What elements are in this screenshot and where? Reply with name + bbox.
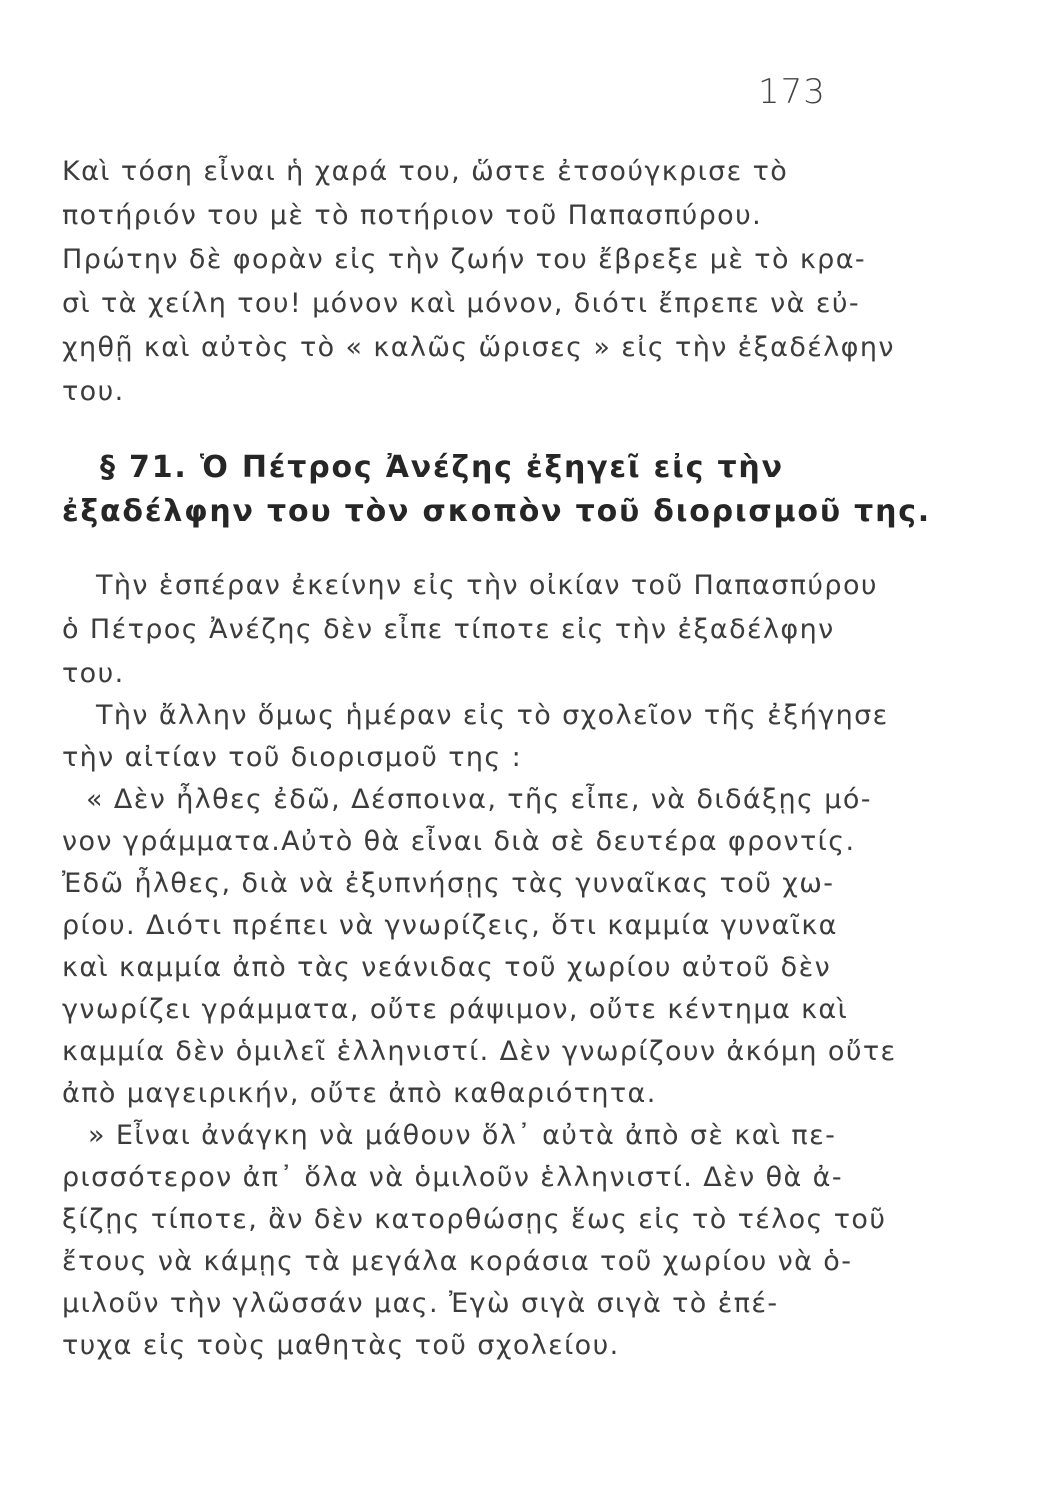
text-line: Τὴν ἄλλην ὅμως ἡμέραν εἰς τὸ σχολεῖον τῆς ἐξήγησε [96, 700, 889, 731]
text-line: ἀπὸ μαγειρικήν, οὔτε ἀπὸ καθαριότητα. [62, 1078, 657, 1109]
text-line: του. [62, 658, 125, 689]
text-line: Καὶ τόση εἶναι ἡ χαρά του, ὥστε ἐτσούγκρισε τὸ [62, 156, 789, 187]
text-line: χηθῇ καὶ αὐτὸς τὸ « καλῶς ὥρισες » εἰς τὴν ἐξαδέλφην [62, 332, 895, 363]
text-line: Πρώτην δὲ φορὰν εἰς τὴν ζωήν του ἔβρεξε μὲ τὸ κρα- [62, 244, 867, 275]
text-line: ὁ Πέτρος Ἀνέζης δὲν εἶπε τίποτε εἰς τὴν ἐξαδέλφην [62, 614, 835, 645]
text-line: του. [62, 376, 125, 407]
text-line: καὶ καμμία ἀπὸ τὰς νεάνιδας τοῦ χωρίου αὐτοῦ δὲν [62, 952, 832, 983]
page-number: 173 [758, 72, 826, 112]
section-heading: § 71. Ὁ Πέτρος Ἀνέζης ἐξηγεῖ εἰς τὴν [100, 450, 784, 485]
text-line: νον γράμματα.Αὐτὸ θὰ εἶναι διὰ σὲ δευτέρα φροντίς. [62, 826, 856, 857]
text-line: τυχα εἰς τοὺς μαθητὰς τοῦ σχολείου. [62, 1330, 620, 1361]
section-heading: ἐξαδέλφην του τὸν σκοπὸν τοῦ διορισμοῦ της. [62, 494, 932, 529]
text-line: τὴν αἰτίαν τοῦ διορισμοῦ της : [62, 742, 523, 773]
text-line: « Δὲν ἦλθες ἐδῶ, Δέσποινα, τῆς εἶπε, νὰ διδάξῃς μό- [86, 784, 872, 815]
text-line: ποτήριόν του μὲ τὸ ποτήριον τοῦ Παπασπύρου. [62, 200, 763, 231]
text-line: ρισσότερον ἀπ᾽ ὅλα νὰ ὁμιλοῦν ἑλληνιστί. Δὲν θὰ ἀ- [62, 1162, 844, 1193]
text-line: ἔτους νὰ κάμῃς τὰ μεγάλα κοράσια τοῦ χωρίου νὰ ὁ- [62, 1246, 853, 1277]
text-line: Ἐδῶ ἦλθες, διὰ νὰ ἐξυπνήσῃς τὰς γυναῖκας τοῦ χω- [62, 868, 835, 899]
text-line: ξίζῃς τίποτε, ἂν δὲν κατορθώσῃς ἕως εἰς τὸ τέλος τοῦ [62, 1204, 887, 1235]
text-line: » Εἶναι ἀνάγκη νὰ μάθουν ὅλ᾽ αὐτὰ ἀπὸ σὲ καὶ πε- [88, 1120, 837, 1151]
text-line: σὶ τὰ χείλη του! μόνον καὶ μόνον, διότι ἔπρεπε νὰ εὐ- [62, 288, 860, 319]
text-line: καμμία δὲν ὁμιλεῖ ἑλληνιστί. Δὲν γνωρίζουν ἀκόμη οὔτε [62, 1036, 897, 1067]
text-line: μιλοῦν τὴν γλῶσσάν μας. Ἐγὼ σιγὰ σιγὰ τὸ ἐπέ- [62, 1288, 779, 1319]
text-line: γνωρίζει γράμματα, οὔτε ράψιμον, οὔτε κέντημα καὶ [62, 994, 849, 1025]
text-line: Τὴν ἑσπέραν ἐκείνην εἰς τὴν οἰκίαν τοῦ Παπασπύρου [96, 570, 878, 601]
text-line: ρίου. Διότι πρέπει νὰ γνωρίζεις, ὅτι καμμία γυναῖκα [62, 910, 838, 941]
